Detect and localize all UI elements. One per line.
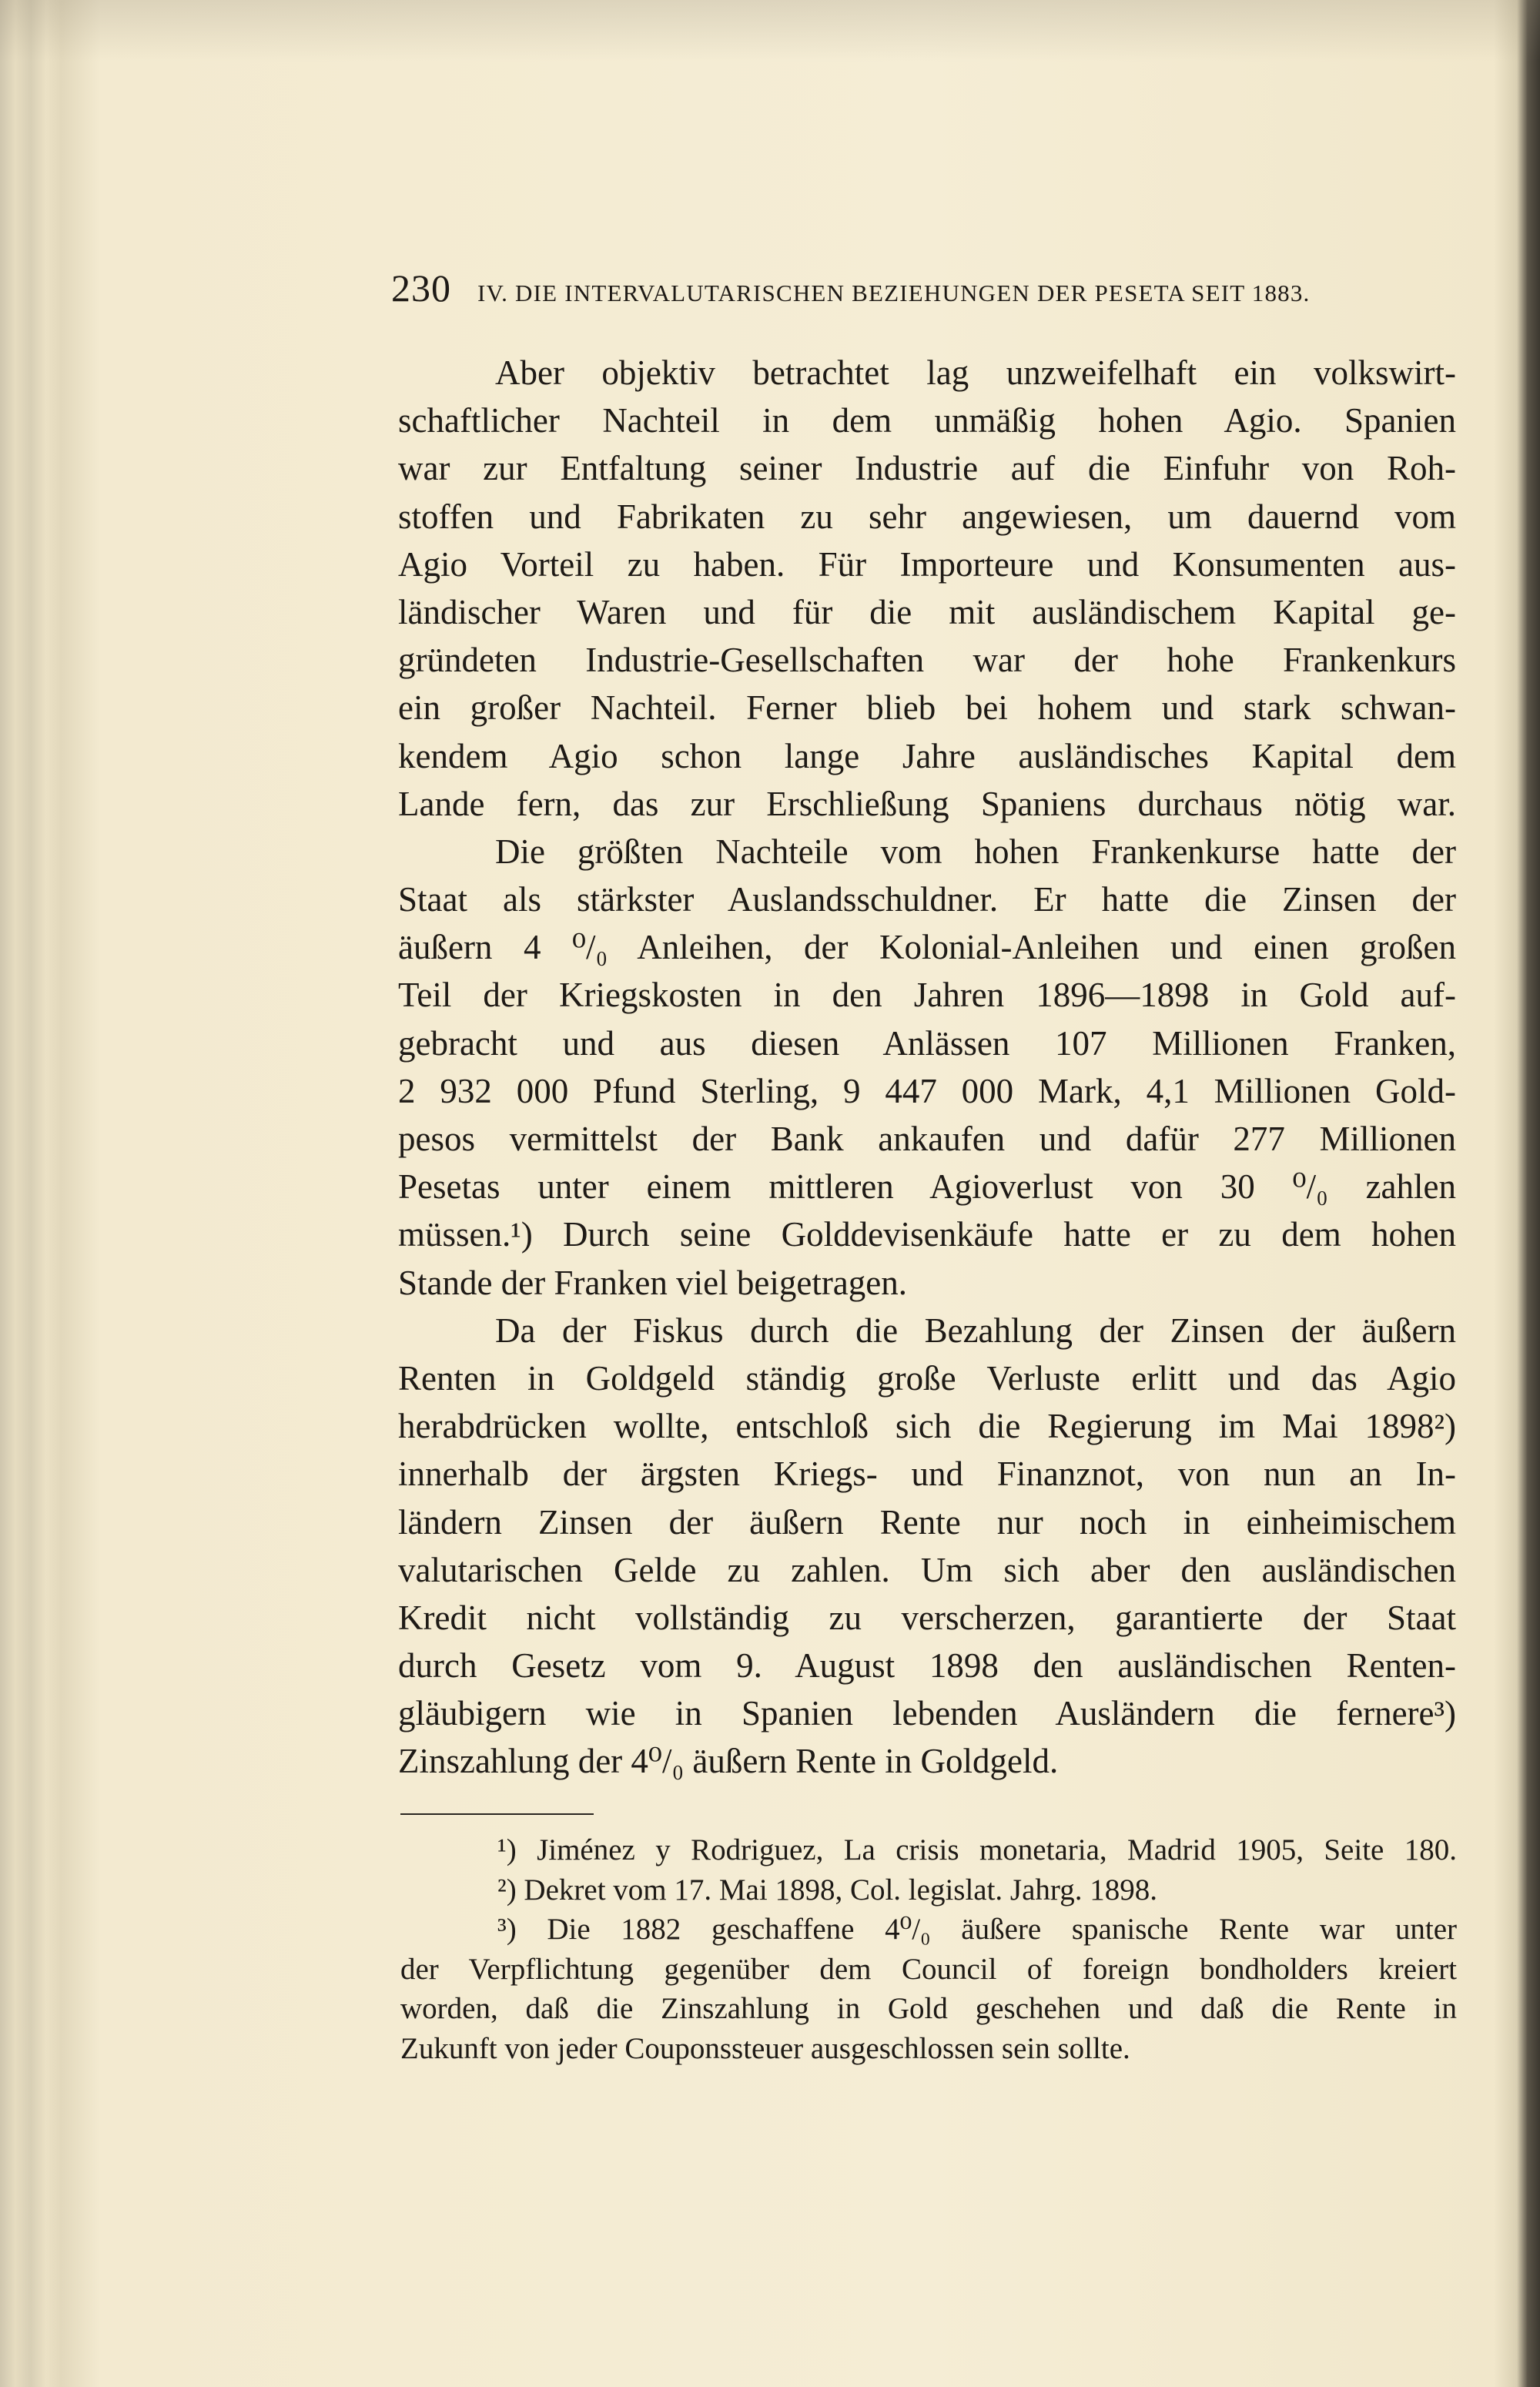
text-line: Die größten Nachteile vom hohen Frankenkurse hatte der	[495, 832, 1456, 871]
footnote-line: der Verpflichtung gegenüber dem Council of foreign bondholders kreiert	[400, 1952, 1457, 1986]
text-line: gebracht und aus diesen Anlässen 107 Millionen Franken,	[398, 1023, 1456, 1063]
page-header	[391, 266, 1458, 310]
text-line: Aber objektiv betrachtet lag unzweifelhaft ein volkswirt-	[495, 353, 1456, 392]
text-line: schaftlicher Nachteil in dem unmäßig hohen Agio. Spanien	[398, 401, 1456, 440]
text-line: 2 932 000 Pfund Sterling, 9 447 000 Mark, 4,1 Millionen Gold-	[398, 1071, 1456, 1110]
text-line: müssen.¹) Durch seine Golddevisenkäufe hatte er zu dem hohen	[398, 1215, 1456, 1254]
footnotes	[400, 1830, 1457, 2069]
text-line: Agio Vorteil zu haben. Für Importeure und Konsumenten aus-	[398, 544, 1456, 584]
footnote-line: Zukunft von jeder Couponssteuer ausgeschlossen sein sollte.	[400, 2031, 1130, 2065]
text-line: Stande der Franken viel beigetragen.	[398, 1263, 908, 1302]
body-text	[398, 349, 1456, 1786]
text-line: pesos vermittelst der Bank ankaufen und dafür 277 Millionen	[398, 1120, 1456, 1158]
footnote-line: ²) Dekret vom 17. Mai 1898, Col. legislat. Jahrg. 1898.	[497, 1873, 1157, 1907]
footnote-line: worden, daß die Zinszahlung in Gold geschehen und daß die Rente in	[400, 1992, 1457, 2026]
text-line: Lande fern, das zur Erschließung Spaniens durchaus nötig war.	[398, 784, 1456, 823]
text-line: Kredit nicht vollständig zu verscherzen, garantierte der Staat	[398, 1598, 1456, 1637]
footnote-line: ³) Die 1882 geschaffene 4⁰/₀ äußere spanische Rente war unter	[497, 1913, 1457, 1947]
text-line: Staat als stärkster Auslandsschuldner. Er hatte die Zinsen der	[398, 880, 1456, 919]
text-line: Zinszahlung der 4⁰/₀ äußern Rente in Goldgeld.	[398, 1742, 1059, 1781]
text-line: war zur Entfaltung seiner Industrie auf die Einfuhr von Roh-	[398, 449, 1456, 488]
text-line: valutarischen Gelde zu zahlen. Um sich aber den ausländischen	[398, 1550, 1456, 1589]
text-line: gläubigern wie in Spanien lebenden Ausländern die fernere³)	[398, 1694, 1456, 1733]
text-line: Da der Fiskus durch die Bezahlung der Zinsen der äußern	[495, 1311, 1456, 1350]
text-line: durch Gesetz vom 9. August 1898 den ausländischen Renten-	[398, 1646, 1456, 1686]
text-line: äußern 4 ⁰/₀ Anleihen, der Kolonial-Anleihen und einen großen	[398, 928, 1456, 967]
text-line: herabdrücken wollte, entschloß sich die Regierung im Mai 1898²)	[398, 1407, 1456, 1446]
text-line: ländern Zinsen der äußern Rente nur noch in einheimischem	[398, 1502, 1456, 1542]
text-line: Pesetas unter einem mittleren Agioverlust von 30 ⁰/₀ zahlen	[398, 1167, 1456, 1207]
footnote-line: ¹) Jiménez y Rodriguez, La crisis monetaria, Madrid 1905, Seite 180.	[497, 1833, 1457, 1866]
text-line: stoffen und Fabrikaten zu sehr angewiesen, um dauernd vom	[398, 497, 1456, 536]
page-number: 230	[391, 266, 451, 310]
text-line: ein großer Nachteil. Ferner blieb bei hohem und stark schwan-	[398, 688, 1456, 728]
footnote-rule	[400, 1813, 594, 1815]
text-line: Renten in Goldgeld ständig große Verluste erlitt und das Agio	[398, 1358, 1456, 1398]
text-line: ländischer Waren und für die mit ausländischem Kapital ge-	[398, 592, 1456, 631]
text-line: innerhalb der ärgsten Kriegs- und Finanznot, von nun an In-	[398, 1455, 1456, 1494]
running-title: IV. DIE INTERVALUTARISCHEN BEZIEHUNGEN DER PESETA SEIT 1883.	[477, 280, 1311, 306]
page-shadow	[0, 0, 1540, 62]
text-line: kendem Agio schon lange Jahre ausländisches Kapital dem	[398, 736, 1456, 775]
text-line: Teil der Kriegskosten in den Jahren 1896—1898 in Gold auf-	[398, 976, 1456, 1015]
text-line: gründeten Industrie-Gesellschaften war der hohe Frankenkurs	[398, 641, 1456, 680]
